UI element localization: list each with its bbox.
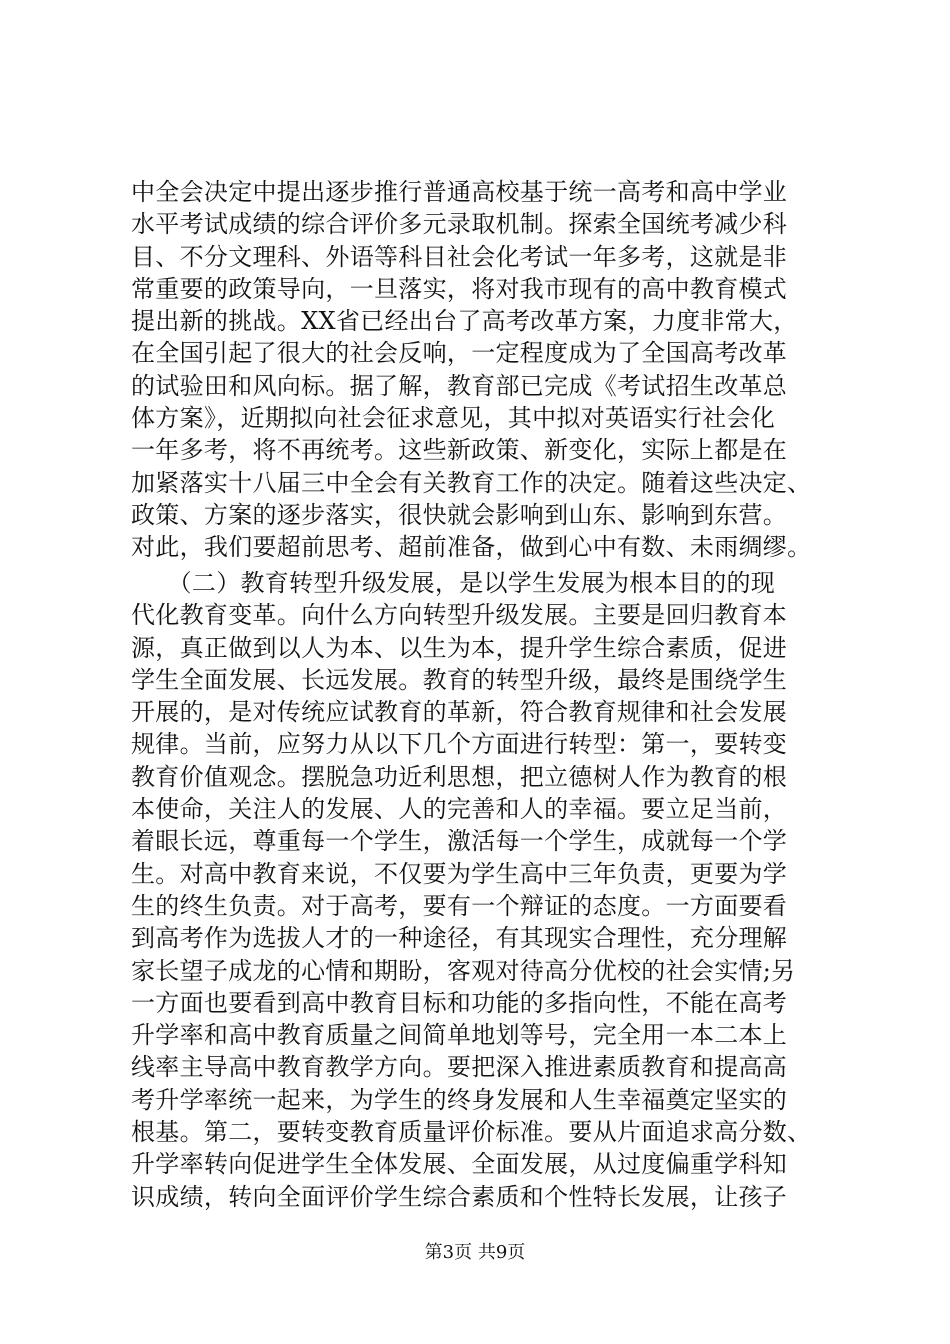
- text-line: 目、不分文理科、外语等科目社会化考试一年多考，这就是非: [131, 242, 788, 271]
- text-line: 中全会决定中提出逐步推行普通高校基于统一高考和高中学业: [131, 178, 788, 206]
- text-line: 到高考作为选拔人才的一种途径，有其现实合理性，充分理解: [131, 924, 788, 953]
- text-line: 家长望子成龙的心情和期盼，客观对待高分优校的社会实情;另: [131, 956, 796, 985]
- text-line: 升学率转向促进学生全体发展、全面发展，从过度偏重学科知: [131, 1150, 788, 1179]
- text-line: 源，真正做到以人为本、以生为本，提升学生综合素质，促进: [131, 633, 788, 662]
- text-line: 学生全面发展、长远发展。教育的转型升级，最终是围绕学生: [131, 665, 788, 694]
- text-line: （二）教育转型升级发展，是以学生发展为根本目的的现: [131, 569, 776, 597]
- text-line: 体方案》，近期拟向社会征求意见，其中拟对英语实行社会化: [131, 404, 776, 433]
- text-line: 的试验田和风向标。据了解，教育部已完成《考试招生改革总: [131, 371, 788, 400]
- text-line: 加紧落实十八届三中全会有关教育工作的决定。随着这些决定、: [131, 468, 812, 497]
- text-line: 本使命，关注人的发展、人的完善和人的幸福。要立足当前，: [131, 795, 788, 824]
- page-number-footer: 第3页 共9页: [424, 1242, 526, 1263]
- text-line: 代化教育变革。向什么方向转型升级发展。主要是回归教育本: [131, 601, 788, 630]
- text-line: 开展的，是对传统应试教育的革新，符合教育规律和社会发展: [131, 698, 788, 727]
- text-line: 在全国引起了很大的社会反响，一定程度成为了全国高考改革: [131, 339, 788, 368]
- text-line: 升学率和高中教育质量之间简单地划等号，完全用一本二本上: [131, 1021, 788, 1050]
- text-line: 根基。第二，要转变教育质量评价标准。要从片面追求高分数、: [131, 1118, 812, 1147]
- text-line: 识成绩，转向全面评价学生综合素质和个性特长发展，让孩子: [131, 1182, 788, 1211]
- text-line: 政策、方案的逐步落实，很快就会影响到山东、影响到东营。: [131, 500, 788, 529]
- text-line: 常重要的政策导向，一旦落实，将对我市现有的高中教育模式: [131, 274, 788, 303]
- text-line: 一年多考，将不再统考。这些新政策、新变化，实际上都是在: [131, 436, 788, 465]
- paragraph-2: [131, 567, 831, 1213]
- text-line: 生。对高中教育来说，不仅要为学生高中三年负责，更要为学: [131, 859, 788, 888]
- text-line: 对此，我们要超前思考、超前准备，做到心中有数、未雨绸缪。: [131, 533, 812, 562]
- paragraph-1: [131, 176, 831, 564]
- text-line: 考升学率统一起来，为学生的终身发展和人生幸福奠定坚实的: [131, 1085, 788, 1114]
- text-line: 一方面也要看到高中教育目标和功能的多指向性，不能在高考: [131, 988, 788, 1017]
- text-line: 线率主导高中教育教学方向。要把深入推进素质教育和提高高: [131, 1053, 788, 1082]
- text-line: 教育价值观念。摆脱急功近利思想，把立德树人作为教育的根: [131, 762, 788, 791]
- text-line: 水平考试成绩的综合评价多元录取机制。探索全国统考减少科: [131, 210, 788, 239]
- text-line: 提出新的挑战。XX省已经出台了高考改革方案，力度非常大，: [131, 307, 798, 336]
- text-line: 生的终生负责。对于高考，要有一个辩证的态度。一方面要看: [131, 891, 788, 920]
- text-line: 规律。当前，应努力从以下几个方面进行转型：第一，要转变: [131, 730, 788, 759]
- text-line: 着眼长远，尊重每一个学生，激活每一个学生，成就每一个学: [131, 827, 788, 856]
